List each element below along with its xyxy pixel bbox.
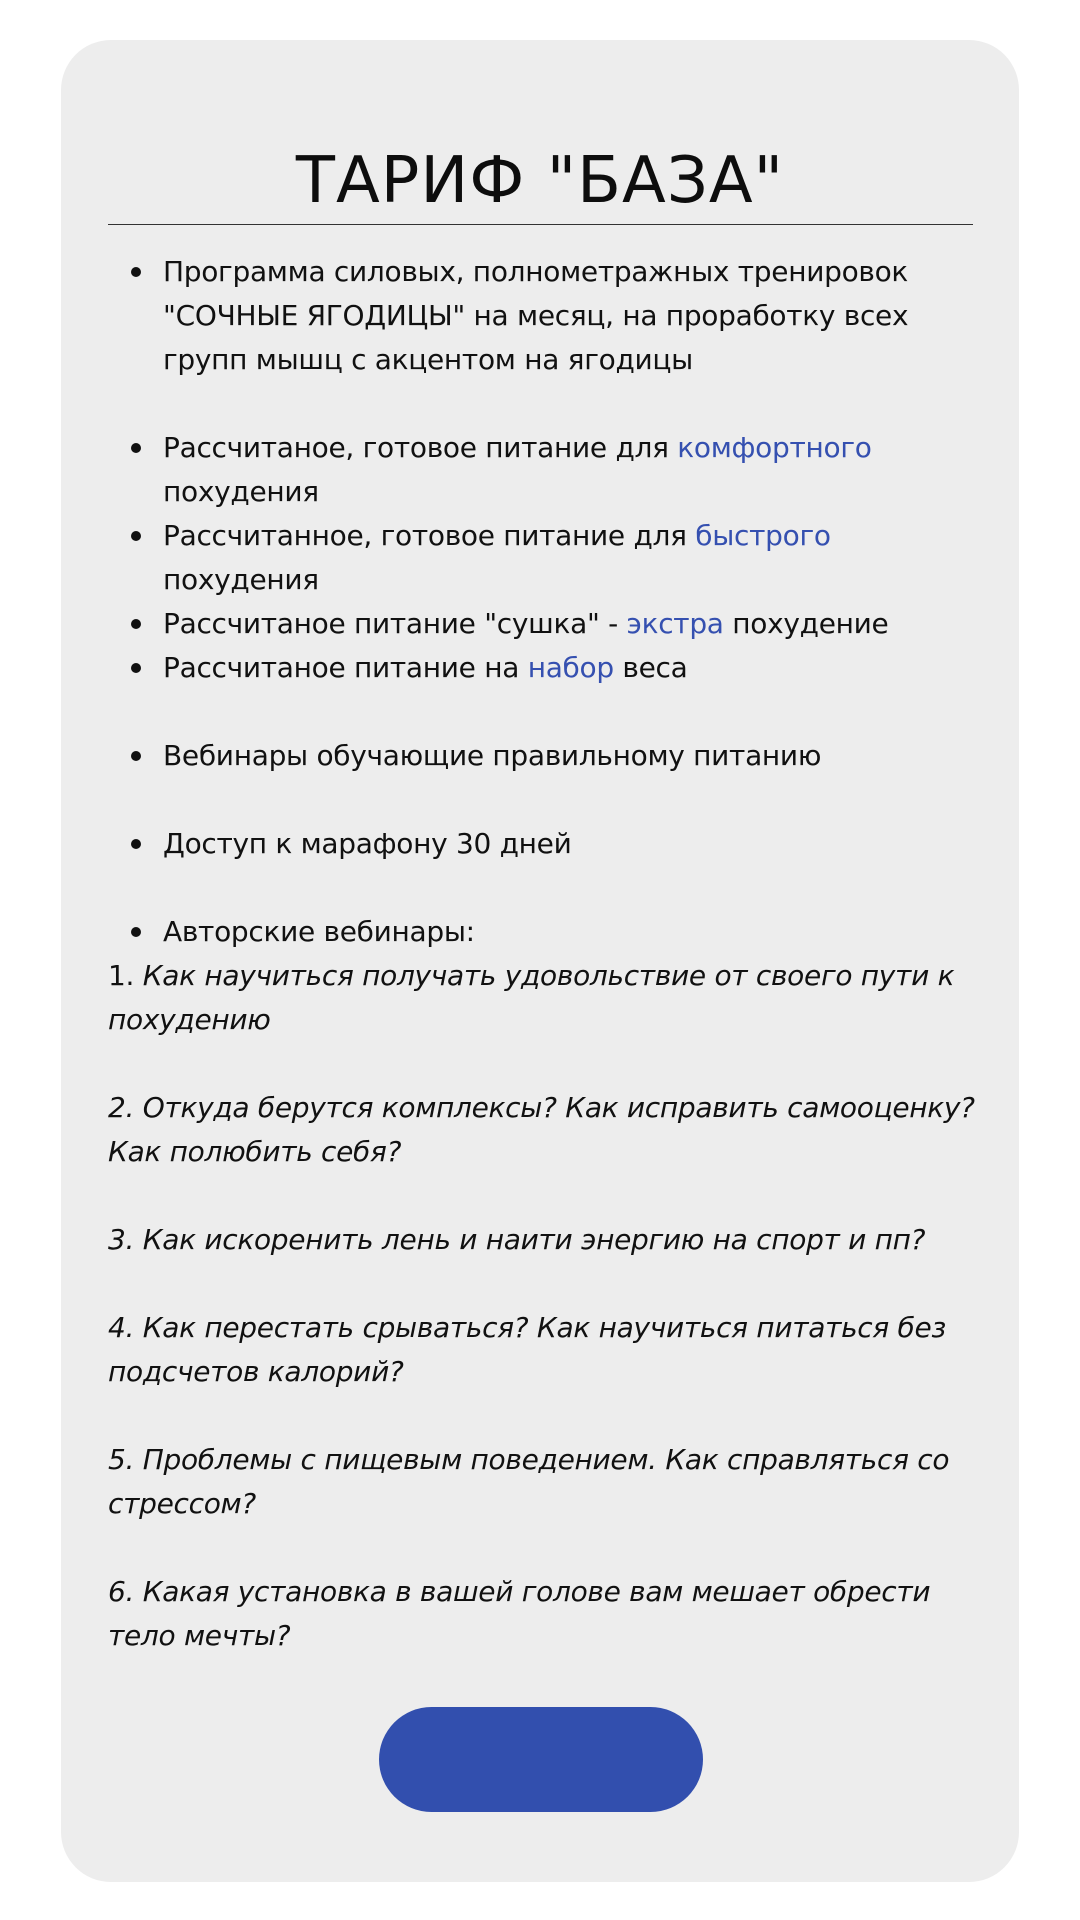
buy-tariff-button[interactable] bbox=[379, 1707, 703, 1812]
tariff-content bbox=[108, 250, 988, 1658]
webinar-number: 3. bbox=[108, 1223, 135, 1256]
webinar-text: Как искоренить лень и наити энергию на спорт и пп? bbox=[134, 1223, 926, 1256]
tariff-card bbox=[61, 40, 1019, 1882]
spacer bbox=[108, 690, 988, 734]
feature-marathon: Доступ к марафону 30 дней bbox=[108, 822, 988, 866]
feature-author-webinars: Авторские вебинары: bbox=[108, 910, 988, 954]
spacer bbox=[108, 778, 988, 822]
feature-list-program bbox=[108, 250, 988, 382]
feature-nutrition-dry bbox=[108, 602, 988, 646]
tariff-title: ТАРИФ "БАЗА" bbox=[295, 144, 785, 218]
feature-text: похудения bbox=[163, 475, 319, 508]
spacer bbox=[108, 382, 988, 426]
author-webinar-item bbox=[108, 1570, 988, 1658]
author-webinar-item bbox=[108, 1218, 988, 1262]
author-webinar-item bbox=[108, 954, 988, 1042]
feature-list-webinars bbox=[108, 734, 988, 778]
accent-word: экстра bbox=[626, 607, 724, 640]
spacer bbox=[108, 1262, 988, 1306]
webinar-text: Как перестать срываться? Как научиться питаться без подсчетов калорий? bbox=[108, 1311, 947, 1388]
webinar-number: 6. bbox=[108, 1575, 135, 1608]
spacer bbox=[108, 1526, 988, 1570]
feature-text: веса bbox=[613, 651, 688, 684]
title-divider bbox=[108, 224, 973, 225]
accent-word: быстрого bbox=[695, 519, 831, 552]
feature-nutrition-gain bbox=[108, 646, 988, 690]
spacer bbox=[108, 1174, 988, 1218]
feature-list-nutrition bbox=[108, 426, 988, 690]
spacer bbox=[108, 1042, 988, 1086]
feature-text: похудение bbox=[723, 607, 889, 640]
author-webinar-item bbox=[108, 1086, 988, 1174]
feature-nutrition-webinars: Вебинары обучающие правильному питанию bbox=[108, 734, 988, 778]
author-webinar-item bbox=[108, 1306, 988, 1394]
author-webinar-item bbox=[108, 1438, 988, 1526]
feature-text: Рассчитаное питание "сушка" - bbox=[163, 607, 627, 640]
webinar-number: 5. bbox=[108, 1443, 135, 1476]
feature-nutrition-fast bbox=[108, 514, 988, 602]
feature-list-author bbox=[108, 910, 988, 954]
feature-text: похудения bbox=[163, 563, 319, 596]
accent-word: комфортного bbox=[677, 431, 872, 464]
spacer bbox=[108, 1394, 988, 1438]
feature-nutrition-comfort bbox=[108, 426, 988, 514]
webinar-text: Какая установка в вашей голове вам мешает обрести тело мечты? bbox=[108, 1575, 931, 1652]
spacer bbox=[108, 866, 988, 910]
webinar-number: 4. bbox=[108, 1311, 135, 1344]
webinar-text: Как научиться получать удовольствие от своего пути к похудению bbox=[108, 959, 955, 1036]
webinar-number: 1. bbox=[108, 959, 135, 992]
feature-text: Рассчитаное питание на bbox=[163, 651, 528, 684]
webinar-text: Откуда берутся комплексы? Как исправить самооценку? Как полюбить себя? bbox=[108, 1091, 975, 1168]
accent-word: набор bbox=[527, 651, 614, 684]
feature-program: Программа силовых, полнометражных тренировок "СОЧНЫЕ ЯГОДИЦЫ" на месяц, на проработку всех групп мышц с акцентом на ягодицы bbox=[108, 250, 988, 382]
feature-list-marathon bbox=[108, 822, 988, 866]
webinar-text: Проблемы с пищевым поведением. Как справляться со стрессом? bbox=[108, 1443, 950, 1520]
feature-text: Рассчитаное, готовое питание для bbox=[163, 431, 678, 464]
webinar-number: 2. bbox=[108, 1091, 135, 1124]
feature-text: Рассчитанное, готовое питание для bbox=[163, 519, 696, 552]
